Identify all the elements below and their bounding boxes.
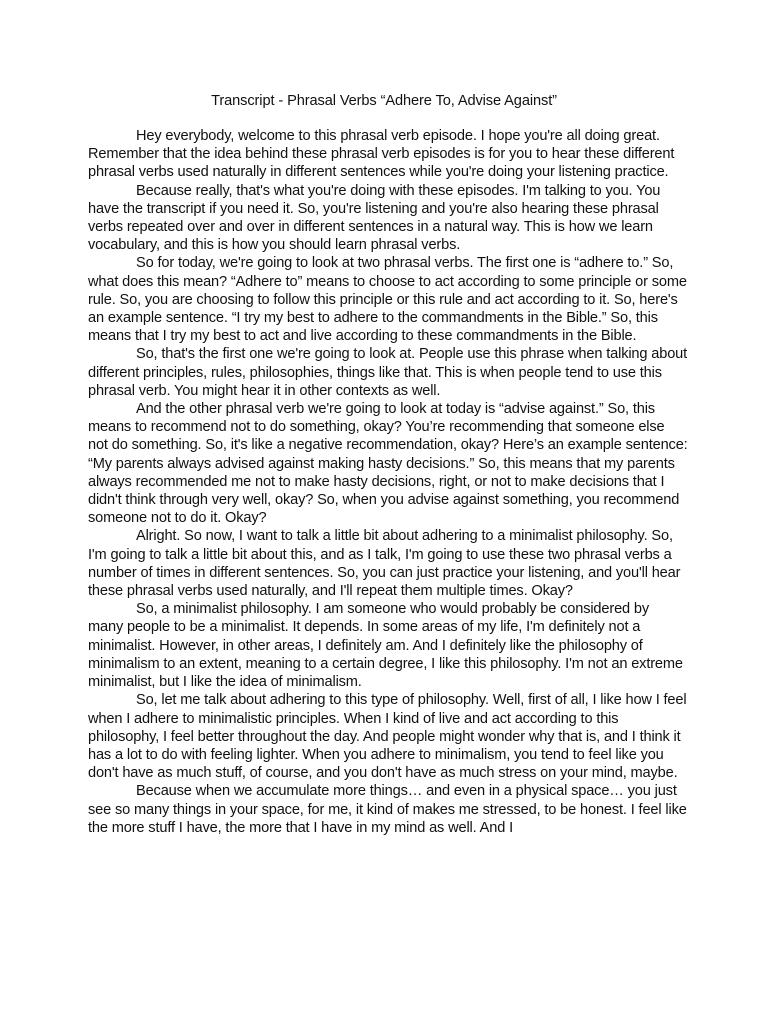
paragraph: Because really, that's what you're doing with these episodes. I'm talking to you. You have the transcript if you need it. So, you're listening and you're also hearing these phrasal verbs repeated over and over in different sentences in a natural way. This is how we learn vocabulary, and this is how you should learn phrasal verbs. xyxy=(88,182,661,254)
paragraph: So for today, we're going to look at two phrasal verbs. The first one is “adhere to.” So, what does this mean? “Adhere to” means to choose to act according to some principle or some rule. So, you are choosing to follow this principle or this rule and act according to it. So, here's an example sentence. “I try my best to adhere to the commandments in the Bible.” So, this means that I try my best to act and live according to these commandments in the Bible. xyxy=(88,255,687,345)
paragraph: Alright. So now, I want to talk a little bit about adhering to a minimalist philosophy. So, I'm going to talk a little bit about this, and as I talk, I'm going to use these two phrasal verbs a number of times in different sentences. So, you can just practice your listening, and you'll hear these phrasal verbs used naturally, and I'll repeat them multiple times. Okay? xyxy=(88,528,681,600)
paragraph: So, let me talk about adhering to this type of philosophy. Well, first of all, I like how I feel when I adhere to minimalistic principles. When I kind of live and act according to this philosophy, I feel better throughout the day. And people might wonder why that is, and I think it has a lot to do with feeling lighter. When you adhere to minimalism, you tend to feel like you don't have as much stuff, of course, and you don't have as much stress on your mind, maybe. xyxy=(88,692,687,782)
paragraph: And the other phrasal verb we're going to look at today is “advise against.” So, this means to recommend not to do something, okay? You’re recommending that someone else not do something. So, it's like a negative recommendation, okay? Here’s an example sentence: “My parents always advised against making hasty decisions.” So, this means that my parents always recommended me not to make hasty decisions, right, or not to make decisions that I didn't think through very well, okay? So, when you advise against something, you recommend someone not to do it. Okay? xyxy=(88,401,688,527)
document-title: Transcript - Phrasal Verbs “Adhere To, Advise Against” xyxy=(211,93,557,109)
paragraph: Because when we accumulate more things… and even in a physical space… you just see so many things in your space, for me, it kind of makes me stressed, to be honest. I feel like the more stuff I have, the more that I have in my mind as well. And I xyxy=(88,783,687,836)
paragraph: So, that's the first one we're going to look at. People use this phrase when talking about different principles, rules, philosophies, things like that. This is when people tend to use this phrasal verb. You might hear it in other contexts as well. xyxy=(88,346,688,399)
paragraph: So, a minimalist philosophy. I am someone who would probably be considered by many people to be a minimalist. It depends. In some areas of my life, I'm definitely not a minimalist. However, in other areas, I definitely am. And I definitely like the philosophy of minimalism to an extent, meaning to a certain degree, I like this philosophy. I'm not an extreme minimalist, but I like the idea of minimalism. xyxy=(88,601,683,691)
transcript-body xyxy=(88,127,688,837)
paragraph: Hey everybody, welcome to this phrasal verb episode. I hope you're all doing great. Remember that the idea behind these phrasal verb episodes is for you to hear these different phrasal verbs used naturally in different sentences while you're doing your listening practice. xyxy=(88,128,675,181)
